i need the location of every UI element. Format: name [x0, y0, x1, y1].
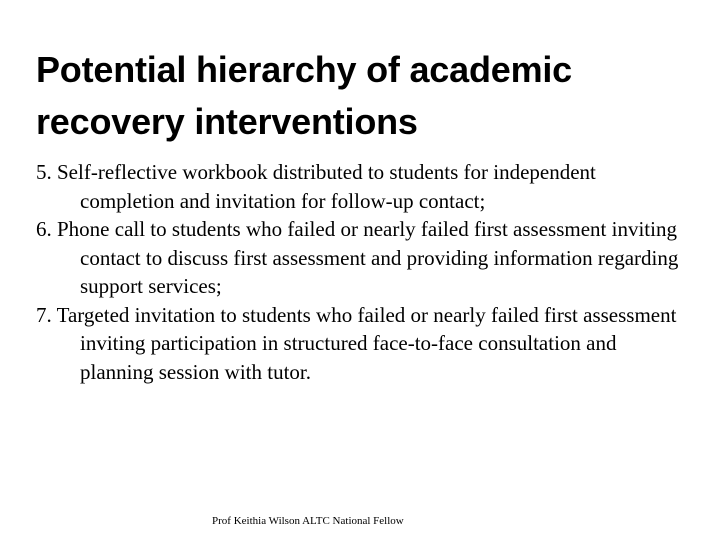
intervention-item-7: 7. Targeted invitation to students who failed or nearly failed first assessment inviting participation in structured face-to-face consultation and planning session with tutor.	[36, 302, 677, 384]
intervention-item-6: 6. Phone call to students who failed or nearly failed first assessment inviting contact to discuss first assessment and providing information regarding support services;	[36, 217, 679, 298]
intervention-item-5: 5. Self-reflective workbook distributed to students for independent completion and invitation for follow-up contact;	[36, 160, 596, 213]
slide-footer: Prof Keithia Wilson ALTC National Fellow	[212, 515, 404, 527]
intervention-list	[36, 158, 686, 386]
slide-title: Potential hierarchy of academic recovery interventions	[36, 49, 572, 142]
